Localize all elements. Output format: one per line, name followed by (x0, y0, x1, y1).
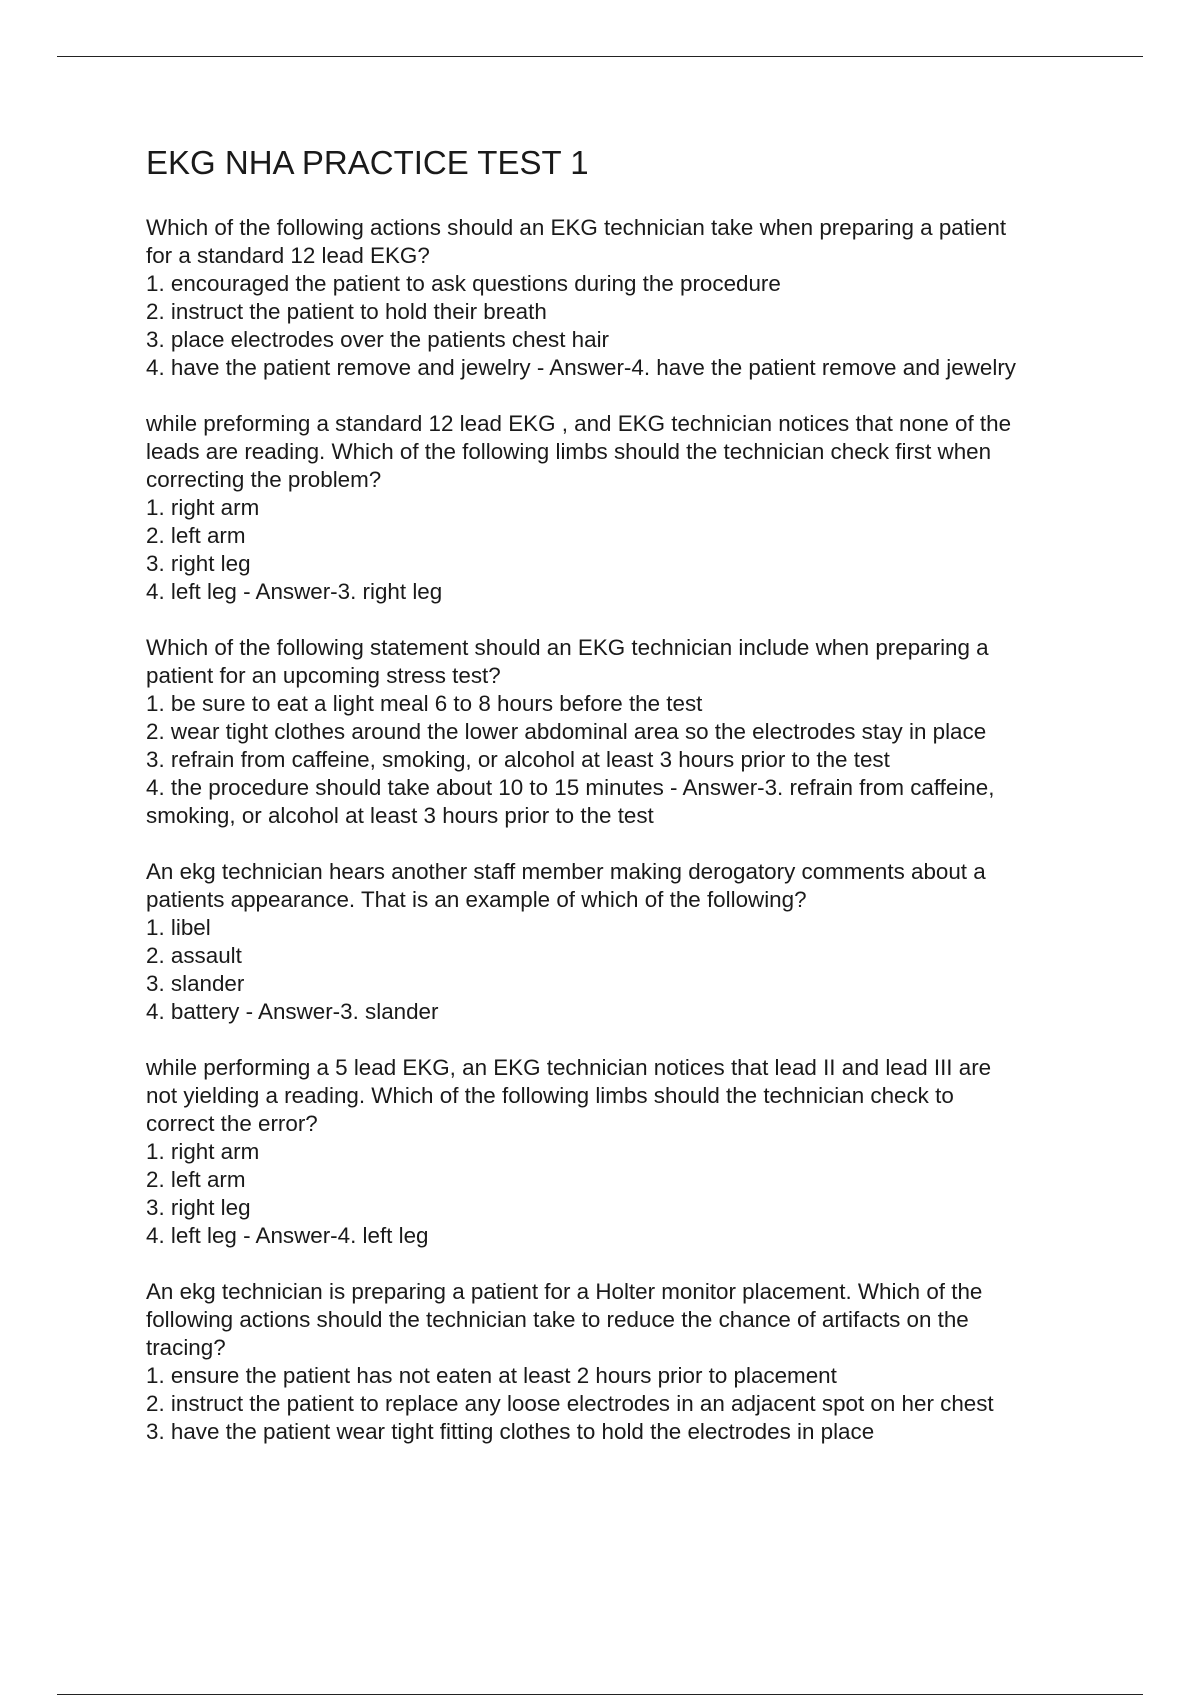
question-line: correcting the problem? (146, 467, 382, 492)
question-line: Which of the following statement should an EKG technician include when preparing a (146, 635, 989, 660)
option-line: 3. right leg (146, 1195, 251, 1220)
answer-line: 4. battery - Answer-3. slander (146, 999, 439, 1024)
question-block (146, 1054, 1106, 1250)
option-line: 3. refrain from caffeine, smoking, or alcohol at least 3 hours prior to the test (146, 747, 890, 772)
option-line: 3. slander (146, 971, 245, 996)
option-line: 2. left arm (146, 523, 246, 548)
page-title: EKG NHA PRACTICE TEST 1 (146, 144, 589, 181)
top-divider (57, 56, 1143, 57)
question-list (146, 214, 1106, 1474)
question-block (146, 214, 1106, 382)
answer-line: 4. left leg - Answer-4. left leg (146, 1223, 429, 1248)
answer-line: 4. left leg - Answer-3. right leg (146, 579, 443, 604)
question-line: patient for an upcoming stress test? (146, 663, 501, 688)
option-line: 2. assault (146, 943, 242, 968)
option-line: 2. instruct the patient to hold their breath (146, 299, 547, 324)
question-line: while preforming a standard 12 lead EKG , and EKG technician notices that none of the (146, 411, 1012, 436)
option-line: 1. right arm (146, 495, 260, 520)
question-line: leads are reading. Which of the following limbs should the technician check first when (146, 439, 992, 464)
option-line: 1. right arm (146, 1139, 260, 1164)
answer-line: 4. have the patient remove and jewelry - Answer-4. have the patient remove and jewelry (146, 355, 1016, 380)
question-line: tracing? (146, 1335, 226, 1360)
question-block (146, 1278, 1106, 1446)
option-line: 1. libel (146, 915, 211, 940)
question-line: correct the error? (146, 1111, 318, 1136)
question-line: patients appearance. That is an example of which of the following? (146, 887, 807, 912)
option-line: 2. instruct the patient to replace any loose electrodes in an adjacent spot on her chest (146, 1391, 994, 1416)
option-line: 3. right leg (146, 551, 251, 576)
question-line: not yielding a reading. Which of the following limbs should the technician check to (146, 1083, 954, 1108)
answer-line: smoking, or alcohol at least 3 hours prior to the test (146, 803, 654, 828)
option-line: 1. be sure to eat a light meal 6 to 8 hours before the test (146, 691, 703, 716)
option-line: 1. encouraged the patient to ask questions during the procedure (146, 271, 781, 296)
question-line: while performing a 5 lead EKG, an EKG technician notices that lead II and lead III are (146, 1055, 992, 1080)
option-line: 3. have the patient wear tight fitting clothes to hold the electrodes in place (146, 1419, 875, 1444)
bottom-divider (57, 1694, 1143, 1695)
question-line: following actions should the technician take to reduce the chance of artifacts on the (146, 1307, 969, 1332)
answer-line: 4. the procedure should take about 10 to 15 minutes - Answer-3. refrain from caffeine, (146, 775, 995, 800)
question-block (146, 410, 1106, 606)
question-line: An ekg technician hears another staff member making derogatory comments about a (146, 859, 986, 884)
question-line: Which of the following actions should an EKG technician take when preparing a patient (146, 215, 1007, 240)
question-line: for a standard 12 lead EKG? (146, 243, 430, 268)
question-line: An ekg technician is preparing a patient for a Holter monitor placement. Which of the (146, 1279, 983, 1304)
question-block (146, 634, 1106, 830)
option-line: 3. place electrodes over the patients chest hair (146, 327, 610, 352)
question-block (146, 858, 1106, 1026)
option-line: 2. left arm (146, 1167, 246, 1192)
option-line: 2. wear tight clothes around the lower abdominal area so the electrodes stay in place (146, 719, 987, 744)
option-line: 1. ensure the patient has not eaten at least 2 hours prior to placement (146, 1363, 837, 1388)
